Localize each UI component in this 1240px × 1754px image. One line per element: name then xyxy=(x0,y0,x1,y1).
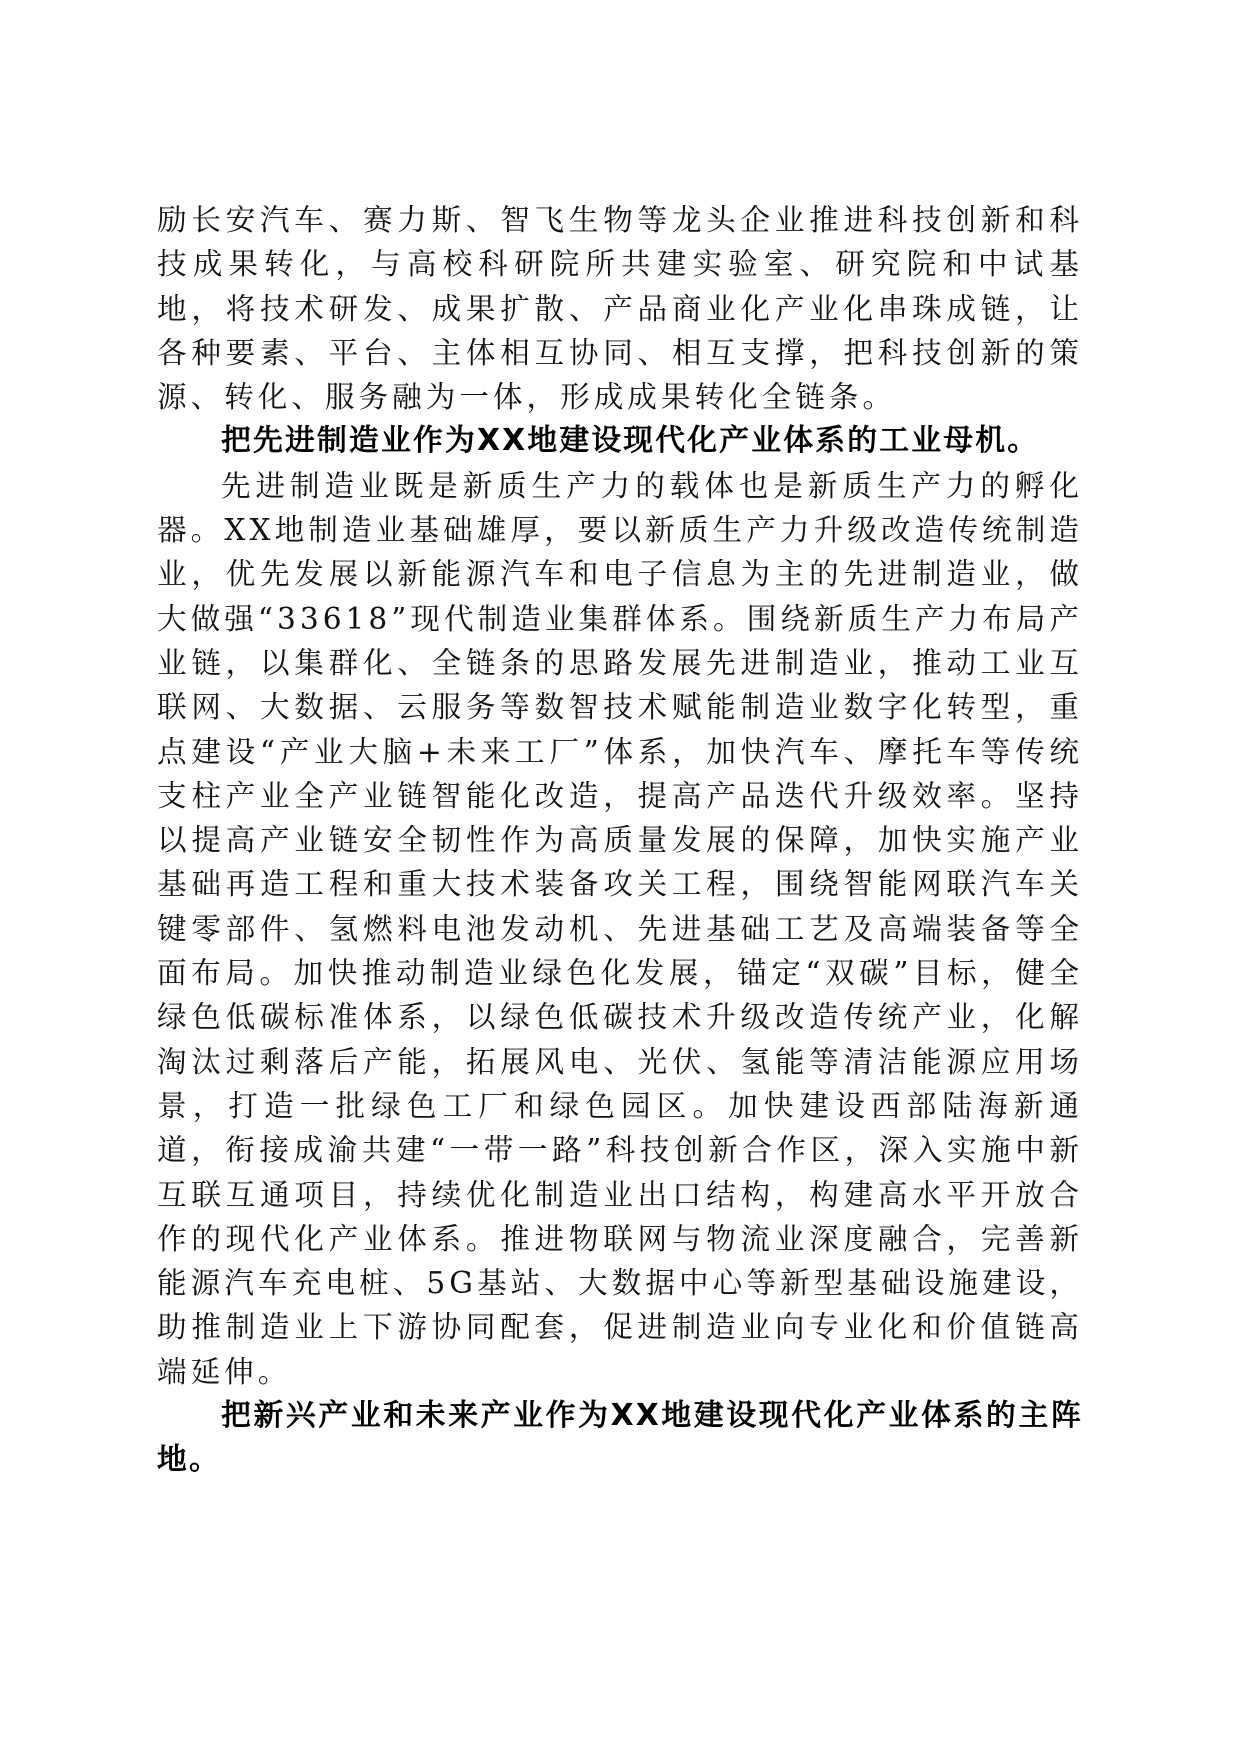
body-paragraph-continued: 励长安汽车、赛力斯、智飞生物等龙头企业推进科技创新和科技成果转化，与高校科研院所共建实验室、研究院和中试基地，将技术研发、成果扩散、产品商业化产业化串珠成链，让各种要素、平台、主体相互协同、相互支撑，把科技创新的策源、转化、服务融为一体，形成成果转化全链条。 xyxy=(157,203,1083,415)
section-heading-emerging-industries: 把新兴产业和未来产业作为XX地建设现代化产业体系的主阵地。 xyxy=(157,1398,1083,1478)
document-body xyxy=(157,198,1083,1483)
body-paragraph-advanced-manufacturing: 先进制造业既是新质生产力的载体也是新质生产力的孵化器。XX地制造业基础雄厚，要以新质生产力升级改造传统制造业，优先发展以新能源汽车和电子信息为主的先进制造业，做大做强“33618”现代制造业集群体系。围绕新质生产力布局产业链，以集群化、全链条的思路发展先进制造业，推动工业互联网、大数据、云服务等数智技术赋能制造业数字化转型，重点建设“产业大脑+未来工厂”体系，加快汽车、摩托车等传统支柱产业全产业链智能化改造，提高产品迭代升级效率。坚持以提高产业链安全韧性作为高质量发展的保障，加快实施产业基础再造工程和重大技术装备攻关工程，围绕智能网联汽车关键零部件、氢燃料电池发动机、先进基础工艺及高端装备等全面布局。加快推动制造业绿色化发展，锚定“双碳”目标，健全绿色低碳标准体系，以绿色低碳技术升级改造传统产业，化解淘汰过剩落后产能，拓展风电、光伏、氢能等清洁能源应用场景，打造一批绿色工厂和绿色园区。加快建设西部陆海新通道，衔接成渝共建“一带一路”科技创新合作区，深入实施中新互联互通项目，持续优化制造业出口结构，构建高水平开放合作的现代化产业体系。推进物联网与物流业深度融合，完善新能源汽车充电桩、5G基站、大数据中心等新型基础设施建设，助推制造业上下游协同配套，促进制造业向专业化和价值链高端延伸。 xyxy=(157,468,1083,1389)
section-heading-advanced-manufacturing: 把先进制造业作为XX地建设现代化产业体系的工业母机。 xyxy=(221,423,1040,459)
